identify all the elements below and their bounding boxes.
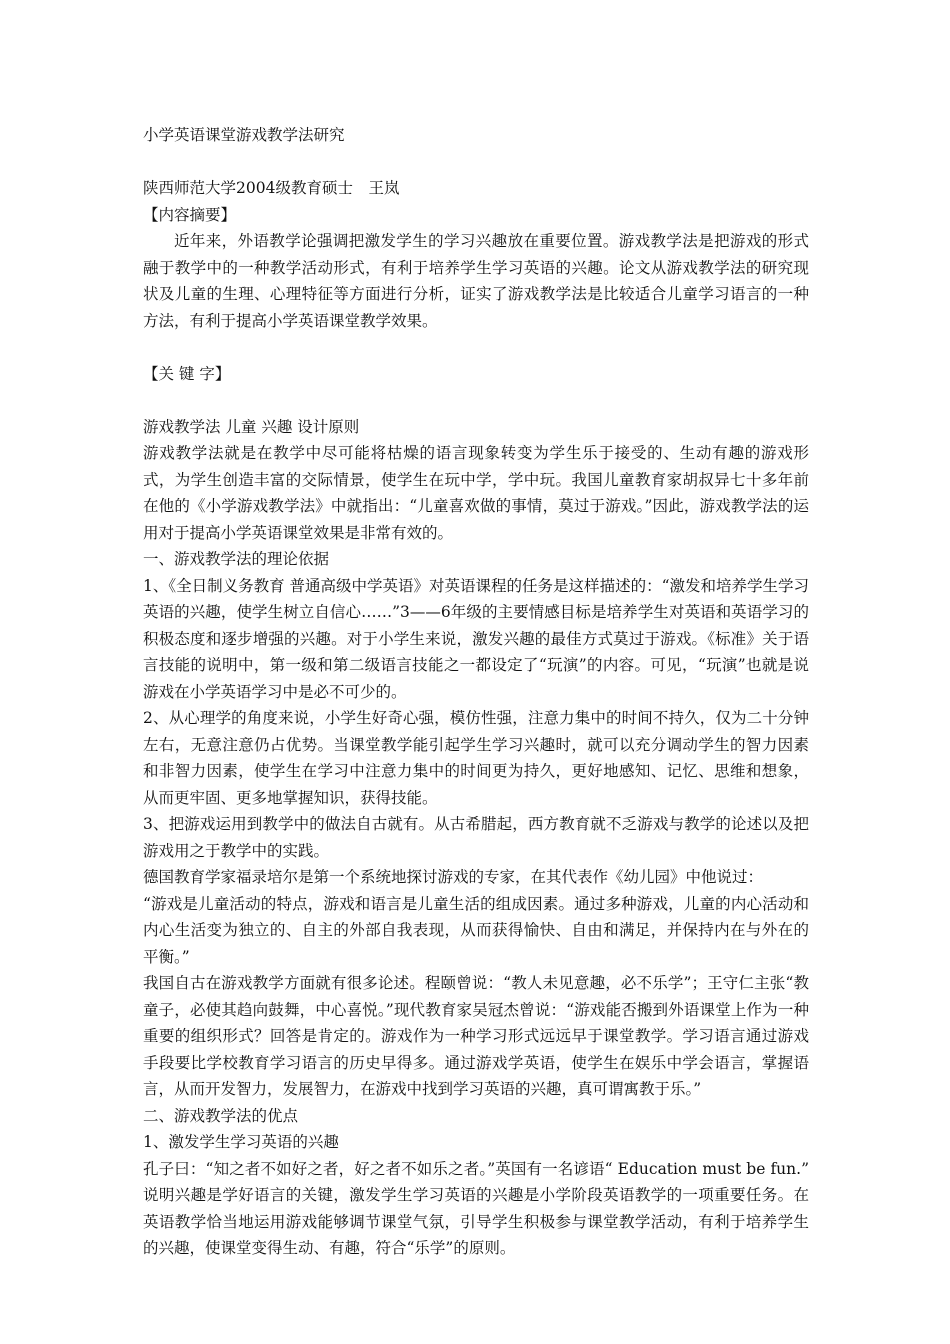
author-line: 陕西师范大学2004级教育硕士 王岚 <box>143 179 400 197</box>
section-2-paragraph-1: 孔子曰：“知之者不如好之者，好之者不如乐之者。”英国有一名谚语“ Education must be fun.” 说明兴趣是学好语言的关键，激发学生学习英语的兴趣是小学阶段英语教学的一项重要任务。在英语教学恰当地运用游戏能够调节课堂气氛，引导学生积极参与课堂教学活动，有利于培养学生的兴趣，使课堂变得生动、有趣，符合“乐学”的原则。 <box>143 1159 809 1257</box>
section-2-subheading-1: 1、激发学生学习英语的兴趣 <box>143 1133 339 1151</box>
intro-paragraph: 游戏教学法就是在教学中尽可能将枯燥的语言现象转变为学生乐于接受的、生动有趣的游戏形式，为学生创造丰富的交际情景，使学生在玩中学，学中玩。我国儿童教育家胡叔异七十多年前在他的《小学游戏教学法》中就指出：“儿童喜欢做的事情，莫过于游戏。”因此，游戏教学法的运用对于提高小学英语课堂效果是非常有效的。 <box>143 444 809 542</box>
document-page <box>143 122 809 1262</box>
keywords-text: 游戏教学法 儿童 兴趣 设计原则 <box>143 417 360 436</box>
document-title: 小学英语课堂游戏教学法研究 <box>143 126 345 144</box>
section-1-heading: 一、游戏教学法的理论依据 <box>143 550 330 568</box>
abstract-heading: 【内容摘要】 <box>143 205 237 224</box>
section-1-paragraph-4: 德国教育学家福录培尔是第一个系统地探讨游戏的专家，在其代表作《幼儿园》中他说过： <box>143 868 764 886</box>
abstract-text: 近年来，外语教学论强调把激发学生的学习兴趣放在重要位置。游戏教学法是把游戏的形式融于教学中的一种教学活动形式，有利于培养学生学习英语的兴趣。论文从游戏教学法的研究现状及儿童的生理、心理特征等方面进行分析，证实了游戏教学法是比较适合儿童学习语言的一种方法，有利于提高小学英语课堂教学效果。 <box>143 232 809 330</box>
section-1-quote: “游戏是儿童活动的特点，游戏和语言是儿童生活的组成因素。通过多种游戏，儿童的内心活动和内心生活变为独立的、自主的外部自我表现，从而获得愉快、自由和满足，并保持内在与外在的平衡。” <box>143 894 809 966</box>
spacer <box>143 387 809 414</box>
spacer <box>143 334 809 361</box>
section-1-paragraph-3: 3、把游戏运用到教学中的做法自古就有。从古希腊起，西方教育就不乏游戏与教学的论述以及把游戏用之于教学中的实践。 <box>143 815 809 860</box>
section-1-paragraph-2: 2、从心理学的角度来说，小学生好奇心强，模仿性强，注意力集中的时间不持久，仅为二十分钟左右，无意注意仍占优势。当课堂教学能引起学生学习兴趣时，就可以充分调动学生的智力因素和非智力因素，使学生在学习中注意力集中的时间更为持久，更好地感知、记忆、思维和想象，从而更牢固、更多地掌握知识，获得技能。 <box>143 709 809 807</box>
section-1-paragraph-1: 1、《全日制义务教育 普通高级中学英语》对英语课程的任务是这样描述的：“激发和培养学生学习英语的兴趣，使学生树立自信心……”3——6年级的主要情感目标是培养学生对英语和英语学习的积极态度和逐步增强的兴趣。对于小学生来说，激发兴趣的最佳方式莫过于游戏。《标准》关于语言技能的说明中，第一级和第二级语言技能之一都设定了“玩演”的内容。可见，“玩演”也就是说游戏在小学英语学习中是必不可少的。 <box>143 576 809 701</box>
section-1-paragraph-6: 我国自古在游戏教学方面就有很多论述。程颐曾说：“教人未见意趣，必不乐学”；王守仁主张“教童子，必使其趋向鼓舞，中心喜悦。”现代教育家吴冠杰曾说：“游戏能否搬到外语课堂上作为一种重要的组织形式？回答是肯定的。游戏作为一种学习形式远远早于课堂教学。学习语言通过游戏手段要比学校教育学习语言的历史早得多。通过游戏学英语，使学生在娱乐中学会语言，掌握语言，从而开发智力，发展智力，在游戏中找到学习英语的兴趣，真可谓寓教于乐。” <box>143 974 809 1098</box>
keywords-heading: 【关 键 字】 <box>143 364 231 383</box>
section-2-heading: 二、游戏教学法的优点 <box>143 1106 299 1125</box>
